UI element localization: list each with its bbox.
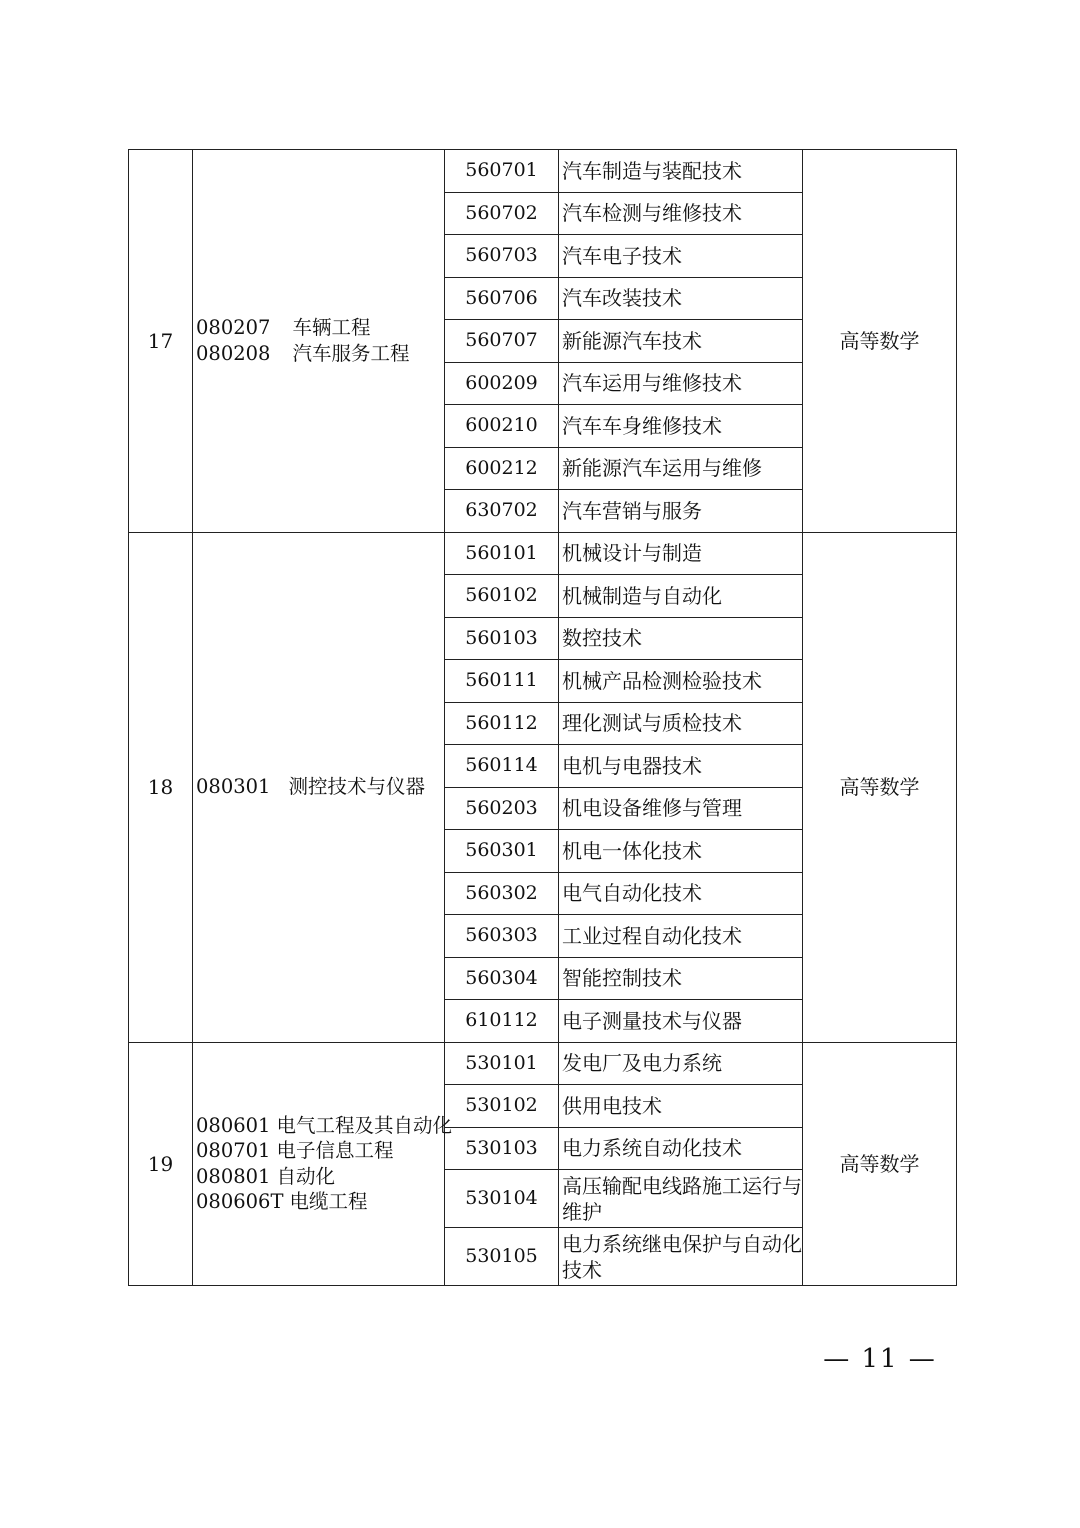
vocational-major-code: 560303 <box>445 915 559 958</box>
exam-subject: 高等数学 <box>803 1042 957 1286</box>
vocational-major-code: 560203 <box>445 787 559 830</box>
vocational-major-code: 560112 <box>445 702 559 745</box>
undergrad-major <box>196 1138 444 1163</box>
vocational-major-name: 供用电技术 <box>559 1085 803 1128</box>
vocational-major-code: 530103 <box>445 1127 559 1170</box>
vocational-major-name: 新能源汽车技术 <box>559 320 803 363</box>
undergrad-major <box>196 341 444 366</box>
vocational-major-code: 560707 <box>445 320 559 363</box>
vocational-major-name: 高压输配电线路施工运行与维护 <box>559 1170 803 1228</box>
table-body <box>129 150 957 1286</box>
vocational-major-code: 560304 <box>445 957 559 1000</box>
table-row <box>129 150 957 193</box>
vocational-major-code: 530104 <box>445 1170 559 1228</box>
undergrad-major-name: 电子信息工程 <box>276 1139 394 1163</box>
vocational-major-code: 600210 <box>445 405 559 448</box>
undergrad-major-code: 080208 <box>196 341 271 365</box>
exam-subject: 高等数学 <box>803 532 957 1042</box>
vocational-major-name: 汽车检测与维修技术 <box>559 192 803 235</box>
vocational-major-name: 汽车运用与维修技术 <box>559 362 803 405</box>
group-index: 19 <box>129 1042 193 1286</box>
undergrad-majors-cell <box>193 532 445 1042</box>
vocational-major-code: 560103 <box>445 617 559 660</box>
vocational-major-code: 560301 <box>445 830 559 873</box>
vocational-major-code: 560102 <box>445 575 559 618</box>
vocational-major-code: 560101 <box>445 532 559 575</box>
vocational-major-code: 600212 <box>445 447 559 490</box>
vocational-major-code: 530102 <box>445 1085 559 1128</box>
undergrad-major-name: 车辆工程 <box>292 316 371 340</box>
undergrad-major-name: 测控技术与仪器 <box>288 775 425 799</box>
vocational-major-name: 汽车制造与装配技术 <box>559 150 803 193</box>
vocational-major-name: 电机与电器技术 <box>559 745 803 788</box>
vocational-major-name: 工业过程自动化技术 <box>559 915 803 958</box>
undergrad-major <box>196 1189 444 1214</box>
vocational-major-code: 630702 <box>445 490 559 533</box>
undergrad-major-name: 自动化 <box>276 1164 335 1188</box>
vocational-major-code: 560706 <box>445 277 559 320</box>
vocational-major-name: 电气自动化技术 <box>559 872 803 915</box>
vocational-major-code: 560703 <box>445 235 559 278</box>
undergrad-major-code: 080601 <box>196 1114 271 1138</box>
vocational-major-name: 电子测量技术与仪器 <box>559 1000 803 1043</box>
vocational-major-code: 560114 <box>445 745 559 788</box>
vocational-major-code: 530105 <box>445 1228 559 1286</box>
vocational-major-name: 电力系统继电保护与自动化技术 <box>559 1228 803 1286</box>
undergrad-major-name: 电缆工程 <box>289 1190 368 1214</box>
undergrad-major-name: 电气工程及其自动化 <box>276 1114 452 1138</box>
undergrad-major-code: 080301 <box>196 775 271 799</box>
vocational-major-name: 汽车营销与服务 <box>559 490 803 533</box>
page-number: — 11 — <box>823 1344 937 1374</box>
exam-subject: 高等数学 <box>803 150 957 533</box>
vocational-major-name: 机械产品检测检验技术 <box>559 660 803 703</box>
undergrad-majors-cell <box>193 150 445 533</box>
undergrad-major-code: 080701 <box>196 1139 271 1163</box>
undergrad-major-code: 080606T <box>196 1190 284 1214</box>
vocational-major-code: 610112 <box>445 1000 559 1043</box>
vocational-major-name: 电力系统自动化技术 <box>559 1127 803 1170</box>
vocational-major-code: 560702 <box>445 192 559 235</box>
undergrad-major-code: 080207 <box>196 316 271 340</box>
vocational-major-name: 汽车车身维修技术 <box>559 405 803 448</box>
vocational-major-name: 新能源汽车运用与维修 <box>559 447 803 490</box>
undergrad-major <box>196 774 444 799</box>
vocational-major-name: 发电厂及电力系统 <box>559 1042 803 1085</box>
vocational-major-name: 汽车电子技术 <box>559 235 803 278</box>
undergrad-majors-cell <box>193 1042 452 1286</box>
vocational-major-code: 560701 <box>445 150 559 193</box>
undergrad-major-name: 汽车服务工程 <box>292 341 410 365</box>
vocational-major-name: 汽车改装技术 <box>559 277 803 320</box>
vocational-major-name: 数控技术 <box>559 617 803 660</box>
vocational-major-name: 智能控制技术 <box>559 957 803 1000</box>
table-row <box>129 1042 957 1085</box>
group-index: 18 <box>129 532 193 1042</box>
vocational-major-name: 机械制造与自动化 <box>559 575 803 618</box>
group-index: 17 <box>129 150 193 533</box>
vocational-major-code: 600209 <box>445 362 559 405</box>
vocational-major-name: 机电一体化技术 <box>559 830 803 873</box>
undergrad-major-code: 080801 <box>196 1164 271 1188</box>
vocational-major-code: 560111 <box>445 660 559 703</box>
undergrad-major <box>196 1113 452 1138</box>
undergrad-major <box>196 1164 444 1189</box>
major-mapping-table <box>128 149 957 1286</box>
table-row <box>129 532 957 575</box>
vocational-major-code: 530101 <box>445 1042 559 1085</box>
vocational-major-name: 理化测试与质检技术 <box>559 702 803 745</box>
vocational-major-code: 560302 <box>445 872 559 915</box>
vocational-major-name: 机电设备维修与管理 <box>559 787 803 830</box>
undergrad-major <box>196 315 444 340</box>
vocational-major-name: 机械设计与制造 <box>559 532 803 575</box>
